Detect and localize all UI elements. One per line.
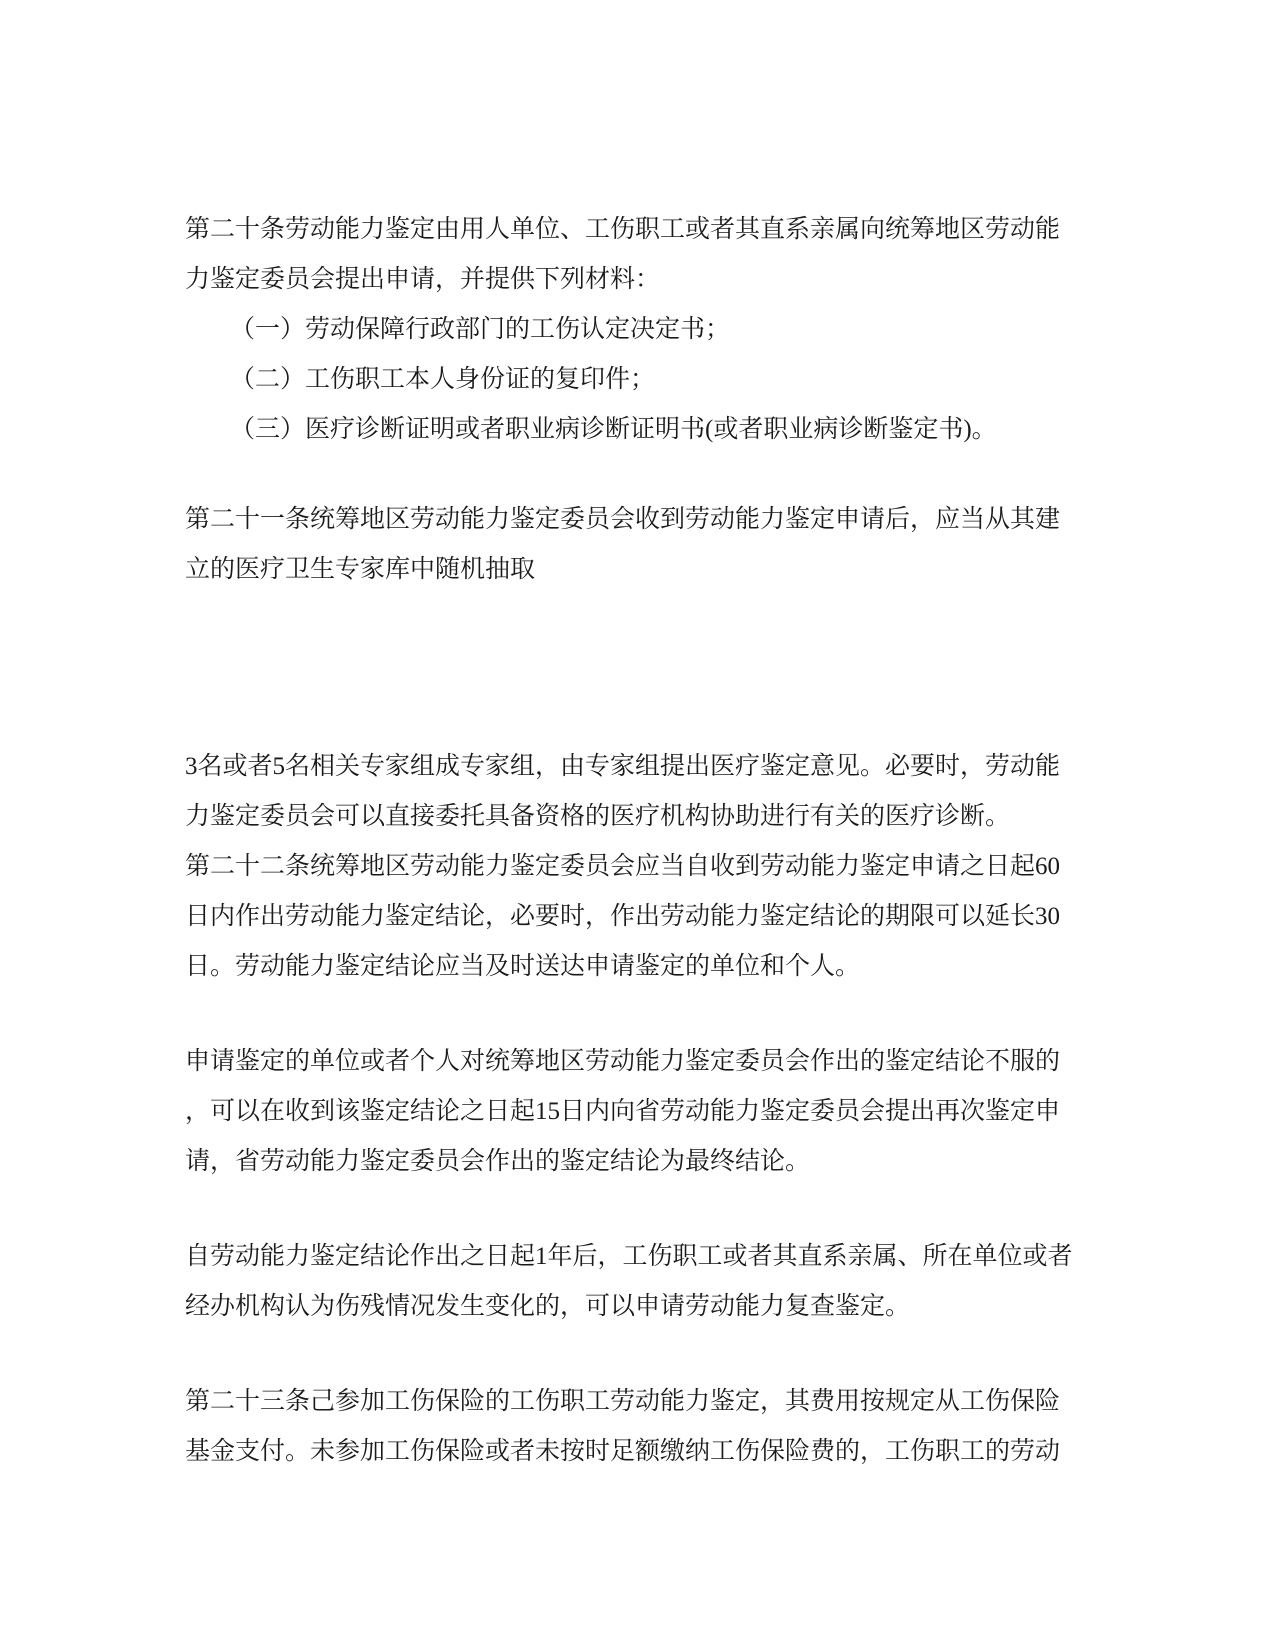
list-item-material-3: （三）医疗诊断证明或者职业病诊断证明书(或者职业病诊断鉴定书)。 xyxy=(230,416,997,443)
paragraph-review: 自劳动能力鉴定结论作出之日起1年后，工伤职工或者其直系亲属、所在单位或者经办机构认为伤残情况发生变化的，可以申请劳动能力复查鉴定。 xyxy=(185,1243,1073,1320)
paragraph-article-21: 第二十一条统筹地区劳动能力鉴定委员会收到劳动能力鉴定申请后，应当从其建立的医疗卫生专家库中随机抽取 xyxy=(185,506,1061,583)
paragraph-re-assessment: 申请鉴定的单位或者个人对统筹地区劳动能力鉴定委员会作出的鉴定结论不服的，可以在收到该鉴定结论之日起15日内向省劳动能力鉴定委员会提出再次鉴定申请，省劳动能力鉴定委员会作出的鉴定结论为最终结论。 xyxy=(185,1048,1061,1175)
paragraph-article-23: 第二十三条己参加工伤保险的工伤职工劳动能力鉴定，其费用按规定从工伤保险基金支付。未参加工伤保险或者未按时足额缴纳工伤保险费的，工伤职工的劳动 xyxy=(185,1388,1061,1465)
list-item-material-1: （一）劳动保障行政部门的工伤认定决定书； xyxy=(230,316,731,343)
list-item-material-2: （二）工伤职工本人身份证的复印件； xyxy=(230,366,656,393)
paragraph-article-22: 第二十二条统筹地区劳动能力鉴定委员会应当自收到劳动能力鉴定申请之日起60日内作出劳动能力鉴定结论，必要时，作出劳动能力鉴定结论的期限可以延长30日。劳动能力鉴定结论应当及时送达申请鉴定的单位和个人。 xyxy=(185,853,1061,980)
paragraph-article-20: 第二十条劳动能力鉴定由用人单位、工伤职工或者其直系亲属向统筹地区劳动能力鉴定委员会提出申请，并提供下列材料： xyxy=(185,216,1061,293)
paragraph-expert-panel: 3名或者5名相关专家组成专家组，由专家组提出医疗鉴定意见。必要时，劳动能力鉴定委员会可以直接委托具备资格的医疗机构协助进行有关的医疗诊断。 xyxy=(185,753,1061,830)
